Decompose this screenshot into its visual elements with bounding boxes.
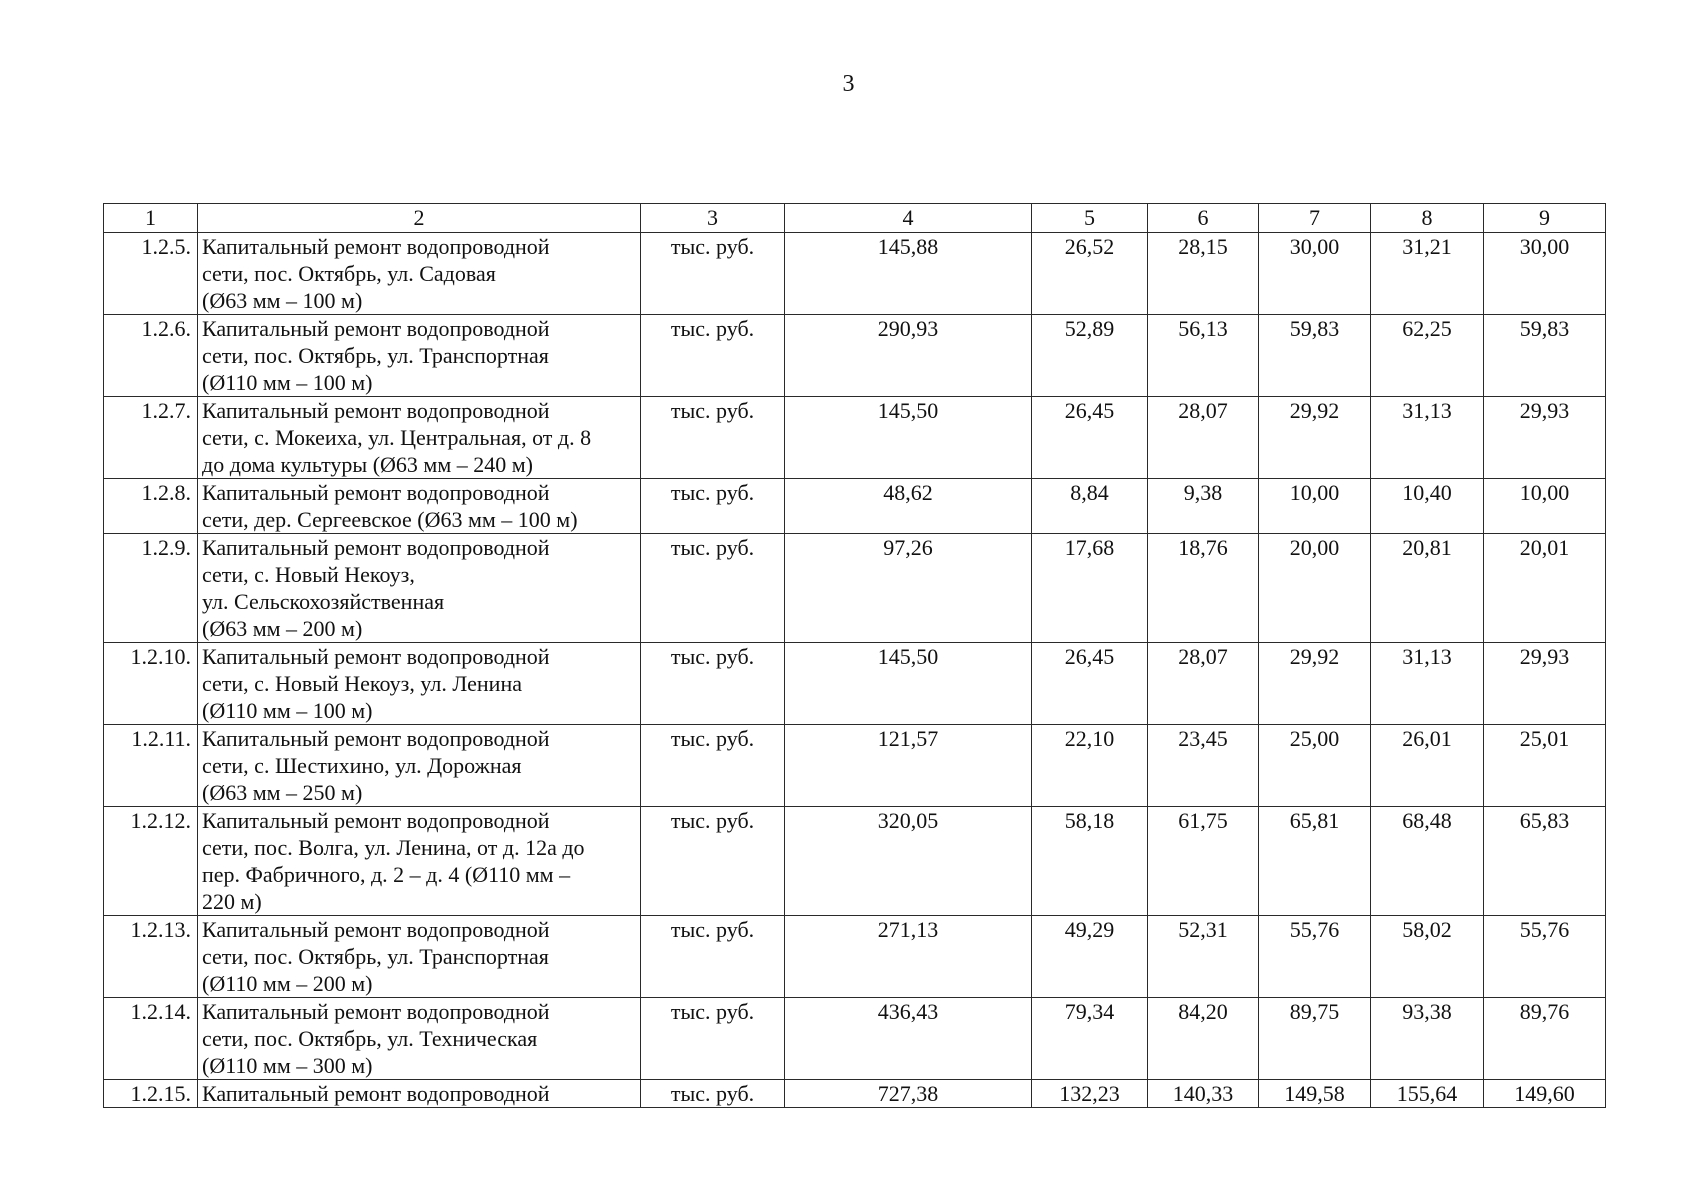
row-value-col-8: 155,64 — [1371, 1080, 1484, 1108]
row-unit: тыс. руб. — [641, 916, 785, 998]
row-description: Капитальный ремонт водопроводной сети, пос. Октябрь, ул. Транспортная (Ø110 мм – 200 м) — [198, 916, 641, 998]
row-description: Капитальный ремонт водопроводной сети, пос. Октябрь, ул. Садовая (Ø63 мм – 100 м) — [198, 233, 641, 315]
row-value-col-9: 29,93 — [1484, 397, 1606, 479]
row-value-col-5: 79,34 — [1032, 998, 1148, 1080]
row-unit: тыс. руб. — [641, 233, 785, 315]
row-value-col-6: 84,20 — [1148, 998, 1259, 1080]
row-value-col-4: 320,05 — [785, 807, 1032, 916]
page-number: 3 — [842, 71, 855, 97]
row-number: 1.2.11. — [104, 725, 198, 807]
row-value-col-9: 29,93 — [1484, 643, 1606, 725]
row-value-col-5: 49,29 — [1032, 916, 1148, 998]
column-number-1: 1 — [104, 204, 198, 233]
row-value-col-8: 93,38 — [1371, 998, 1484, 1080]
table-row — [104, 479, 1606, 534]
row-value-col-6: 52,31 — [1148, 916, 1259, 998]
row-value-col-7: 29,92 — [1259, 643, 1371, 725]
row-unit: тыс. руб. — [641, 998, 785, 1080]
row-value-col-9: 20,01 — [1484, 534, 1606, 643]
row-value-col-7: 55,76 — [1259, 916, 1371, 998]
row-value-col-6: 28,15 — [1148, 233, 1259, 315]
column-number-9: 9 — [1484, 204, 1606, 233]
row-description: Капитальный ремонт водопроводной сети, с. Мокеиха, ул. Центральная, от д. 8 до дома культуры (Ø63 мм – 240 м) — [198, 397, 641, 479]
column-number-7: 7 — [1259, 204, 1371, 233]
row-value-col-7: 25,00 — [1259, 725, 1371, 807]
row-unit: тыс. руб. — [641, 807, 785, 916]
row-value-col-4: 145,50 — [785, 643, 1032, 725]
row-value-col-6: 9,38 — [1148, 479, 1259, 534]
row-value-col-8: 62,25 — [1371, 315, 1484, 397]
row-value-col-7: 65,81 — [1259, 807, 1371, 916]
table-row — [104, 315, 1606, 397]
table-row — [104, 643, 1606, 725]
row-value-col-5: 132,23 — [1032, 1080, 1148, 1108]
table-row — [104, 725, 1606, 807]
row-value-col-9: 89,76 — [1484, 998, 1606, 1080]
row-unit: тыс. руб. — [641, 397, 785, 479]
row-value-col-5: 26,52 — [1032, 233, 1148, 315]
column-number-8: 8 — [1371, 204, 1484, 233]
table-row — [104, 534, 1606, 643]
budget-table — [103, 203, 1606, 1108]
row-value-col-4: 145,50 — [785, 397, 1032, 479]
column-number-6: 6 — [1148, 204, 1259, 233]
row-value-col-9: 55,76 — [1484, 916, 1606, 998]
row-value-col-4: 436,43 — [785, 998, 1032, 1080]
table-row — [104, 233, 1606, 315]
row-value-col-9: 30,00 — [1484, 233, 1606, 315]
column-number-2: 2 — [198, 204, 641, 233]
column-number-5: 5 — [1032, 204, 1148, 233]
row-description: Капитальный ремонт водопроводной сети, пос. Октябрь, ул. Техническая (Ø110 мм – 300 м) — [198, 998, 641, 1080]
row-number: 1.2.15. — [104, 1080, 198, 1108]
row-description: Капитальный ремонт водопроводной сети, с. Шестихино, ул. Дорожная (Ø63 мм – 250 м) — [198, 725, 641, 807]
row-value-col-5: 26,45 — [1032, 643, 1148, 725]
row-value-col-7: 29,92 — [1259, 397, 1371, 479]
row-description: Капитальный ремонт водопроводной сети, с. Новый Некоуз, ул. Ленина (Ø110 мм – 100 м) — [198, 643, 641, 725]
row-value-col-7: 89,75 — [1259, 998, 1371, 1080]
row-unit: тыс. руб. — [641, 1080, 785, 1108]
row-value-col-4: 48,62 — [785, 479, 1032, 534]
row-unit: тыс. руб. — [641, 725, 785, 807]
row-value-col-5: 8,84 — [1032, 479, 1148, 534]
row-unit: тыс. руб. — [641, 534, 785, 643]
row-value-col-8: 26,01 — [1371, 725, 1484, 807]
row-value-col-7: 30,00 — [1259, 233, 1371, 315]
table-row — [104, 397, 1606, 479]
row-description: Капитальный ремонт водопроводной сети, пос. Волга, ул. Ленина, от д. 12а до пер. Фабричного, д. 2 – д. 4 (Ø110 мм – 220 м) — [198, 807, 641, 916]
row-number: 1.2.5. — [104, 233, 198, 315]
row-description: Капитальный ремонт водопроводной сети, с. Новый Некоуз, ул. Сельскохозяйственная (Ø63 мм – 200 м) — [198, 534, 641, 643]
row-value-col-8: 20,81 — [1371, 534, 1484, 643]
row-value-col-9: 59,83 — [1484, 315, 1606, 397]
row-number: 1.2.10. — [104, 643, 198, 725]
row-value-col-6: 18,76 — [1148, 534, 1259, 643]
row-value-col-9: 149,60 — [1484, 1080, 1606, 1108]
row-number: 1.2.6. — [104, 315, 198, 397]
row-unit: тыс. руб. — [641, 479, 785, 534]
row-value-col-5: 22,10 — [1032, 725, 1148, 807]
row-value-col-4: 97,26 — [785, 534, 1032, 643]
budget-table-body — [104, 204, 1606, 1108]
row-value-col-8: 10,40 — [1371, 479, 1484, 534]
column-number-3: 3 — [641, 204, 785, 233]
row-number: 1.2.14. — [104, 998, 198, 1080]
row-value-col-6: 140,33 — [1148, 1080, 1259, 1108]
row-number: 1.2.12. — [104, 807, 198, 916]
row-number: 1.2.9. — [104, 534, 198, 643]
row-value-col-9: 10,00 — [1484, 479, 1606, 534]
table-row — [104, 998, 1606, 1080]
row-value-col-6: 56,13 — [1148, 315, 1259, 397]
row-value-col-7: 20,00 — [1259, 534, 1371, 643]
row-value-col-5: 58,18 — [1032, 807, 1148, 916]
row-value-col-4: 145,88 — [785, 233, 1032, 315]
row-description: Капитальный ремонт водопроводной сети, дер. Сергеевское (Ø63 мм – 100 м) — [198, 479, 641, 534]
row-value-col-6: 61,75 — [1148, 807, 1259, 916]
column-number-4: 4 — [785, 204, 1032, 233]
row-value-col-4: 271,13 — [785, 916, 1032, 998]
row-value-col-8: 31,13 — [1371, 397, 1484, 479]
row-value-col-8: 31,21 — [1371, 233, 1484, 315]
row-value-col-5: 52,89 — [1032, 315, 1148, 397]
row-unit: тыс. руб. — [641, 315, 785, 397]
row-number: 1.2.13. — [104, 916, 198, 998]
row-value-col-9: 25,01 — [1484, 725, 1606, 807]
row-value-col-8: 31,13 — [1371, 643, 1484, 725]
table-row — [104, 807, 1606, 916]
row-description: Капитальный ремонт водопроводной — [198, 1080, 641, 1108]
header-row — [104, 204, 1606, 233]
row-number: 1.2.8. — [104, 479, 198, 534]
table-row — [104, 916, 1606, 998]
row-description: Капитальный ремонт водопроводной сети, пос. Октябрь, ул. Транспортная (Ø110 мм – 100 м) — [198, 315, 641, 397]
table-row — [104, 1080, 1606, 1108]
row-value-col-5: 17,68 — [1032, 534, 1148, 643]
row-value-col-8: 68,48 — [1371, 807, 1484, 916]
row-unit: тыс. руб. — [641, 643, 785, 725]
row-value-col-8: 58,02 — [1371, 916, 1484, 998]
row-number: 1.2.7. — [104, 397, 198, 479]
row-value-col-7: 59,83 — [1259, 315, 1371, 397]
row-value-col-4: 727,38 — [785, 1080, 1032, 1108]
row-value-col-4: 121,57 — [785, 725, 1032, 807]
row-value-col-7: 10,00 — [1259, 479, 1371, 534]
row-value-col-6: 23,45 — [1148, 725, 1259, 807]
row-value-col-6: 28,07 — [1148, 643, 1259, 725]
row-value-col-9: 65,83 — [1484, 807, 1606, 916]
row-value-col-5: 26,45 — [1032, 397, 1148, 479]
row-value-col-6: 28,07 — [1148, 397, 1259, 479]
row-value-col-7: 149,58 — [1259, 1080, 1371, 1108]
row-value-col-4: 290,93 — [785, 315, 1032, 397]
